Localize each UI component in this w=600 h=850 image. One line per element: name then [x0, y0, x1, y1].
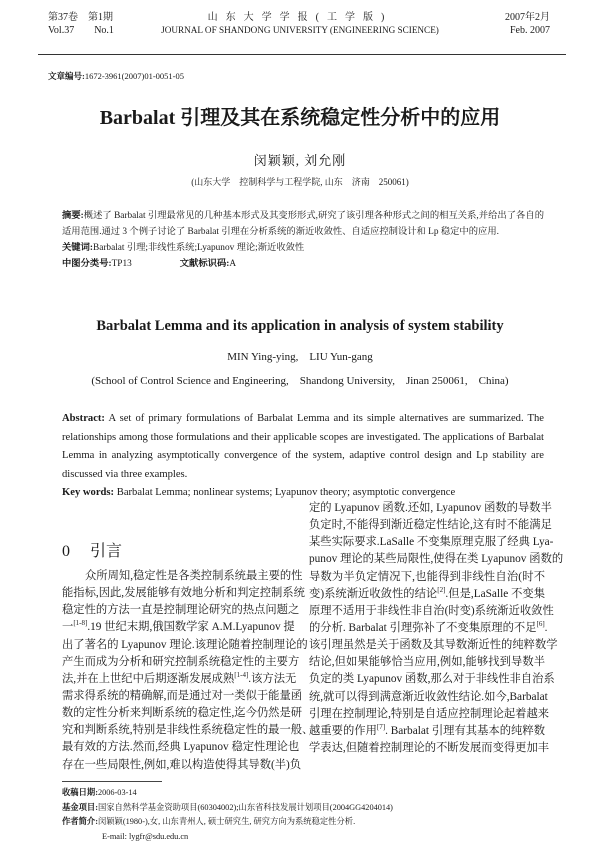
text-segment: 某些实际要求.LaSalle 不变集原理克服了经典 Lya-	[309, 536, 554, 549]
text-line	[62, 585, 305, 602]
abstract-zh: 摘要:概述了 Barbalat 引理最常见的几种基本形式及其变形形式,研究了该引理各种形式之间的相互关系,并给出了各自的适用范围.通过 3 个例子讨论了 Barbalat 引理在分析系统的渐近收敛性、自适应控制设计和 Lp 稳定中的应用. 关键词:Barbalat 引理;非线性系统;Lyapunov 理论;渐近收敛性 中图分类号:TP13 文献标识码:A	[62, 208, 544, 272]
text-segment: 结论,但如果能够恰当应用,例如,能够找到导数半	[309, 656, 545, 669]
text-line	[309, 654, 545, 671]
affiliation-zh: (山东大学 控制科学与工程学院, 山东 济南 250061)	[191, 177, 409, 187]
abstract-en: Abstract: A set of primary formulations of Barbalat Lemma and its simple alternatives are summarized. The relationships among those formulations and their applicable scopes are investigated. The applications of Barbalat Lemma in analyzing asymptotically convergence of the system, adaptive control design and Lp stability are discussed via three examples. Key words: Barbalat Lemma; nonlinear systems; Lyapunov theory; asymptotic convergence	[62, 410, 544, 503]
paper-title-zh: Barbalat 引理及其在系统稳定性分析中的应用	[99, 107, 501, 129]
text-segment: 众所周知,稳定性是各类控制系统最主要的性	[85, 570, 303, 582]
text-line	[62, 739, 300, 756]
text-segment: 变)系统渐近收敛性的结论	[309, 587, 438, 600]
citation: [1-8]	[73, 619, 88, 628]
text-line	[309, 620, 548, 637]
citation: [2]	[437, 585, 446, 594]
text-segment: 究和判断系统,特别是非线性系统稳定性的最一般、	[62, 724, 314, 737]
text-segment: 统,就可以得到满意渐近收敛性结论.如今,Barbalat	[309, 690, 548, 703]
volume-en: Vol.37 No.1	[48, 25, 114, 36]
text-line	[62, 568, 303, 585]
text-segment: .但是,LaSalle 不变集	[445, 587, 545, 600]
volume-zh: 第37卷 第1期	[48, 12, 113, 23]
text-segment: 定的 Lyapunov 函数.还如, Lyapunov 函数的导数半	[309, 502, 552, 514]
citation: [7]	[376, 723, 386, 732]
text-segment: 一	[62, 621, 74, 634]
text-line	[62, 688, 303, 705]
text-line	[62, 654, 300, 671]
text-segment: 数的定性分析来判断系统的稳定性,迄今仍然是研	[62, 707, 303, 720]
left-column	[62, 568, 314, 774]
text-line	[62, 671, 297, 688]
text-line	[309, 637, 558, 654]
classification: 中图分类号:TP13 文献标识码:A	[62, 259, 237, 269]
text-segment: .	[544, 621, 548, 634]
text-line	[309, 740, 550, 757]
text-segment: .19 世纪末期,俄国数学家 A.M.Lyapunov 提	[87, 621, 295, 634]
text-segment: 法,并在上世纪中后期逐渐发展成熟	[62, 672, 235, 685]
text-line	[309, 706, 550, 723]
journal-en: JOURNAL OF SHANDONG UNIVERSITY (ENGINEERING SCIENCE)	[161, 25, 439, 35]
text-line	[309, 671, 555, 688]
journal-zh: 山东大学学报(工学版)	[207, 12, 393, 23]
text-segment: 原理不适用于非线性非自治(时变)系统渐近收敛性	[309, 604, 554, 617]
text-line	[309, 586, 545, 603]
text-line	[309, 551, 564, 568]
author-email: E-mail: lygfr@sdu.edu.cn	[102, 831, 189, 841]
affiliation-en: (School of Control Science and Engineering, Shandong University, Jinan 250061, China)	[91, 375, 509, 387]
text-segment: 的分析. Barbalat 引理弥补了不变集原理的不足	[309, 621, 537, 634]
text-segment: 导数为半负定情况下,也能得到非线性自治(时不	[309, 570, 545, 583]
text-segment: 负定时,不能得到渐近稳定性结论,这有时不能满足	[309, 519, 552, 532]
text-segment: .该方法无	[248, 672, 297, 685]
text-line	[62, 722, 314, 739]
volume-issue	[48, 11, 114, 37]
article-number: 文章编号:1672-3961(2007)01-0051-05	[48, 71, 184, 81]
text-segment: 存在一些局限性,例如,难以构造使得其导数(半)负	[62, 758, 302, 771]
text-line	[62, 637, 308, 654]
text-segment: 最有效的方法.然而,经典 Lyapunov 稳定性理论也	[62, 741, 300, 754]
text-segment: punov 理论的某些局限性,使得在类 Lyapunov 函数的	[309, 553, 564, 566]
journal-name	[150, 11, 450, 37]
footnote-rule	[62, 781, 162, 782]
text-segment: 引理在控制理论,特别是自适应控制理论起着越来	[309, 707, 550, 720]
text-line	[309, 603, 554, 620]
text-segment: 需求得系统的精确解,而是通过对一类似于能量函	[62, 689, 303, 702]
text-segment: . Barbalat 引理有其基本的纯粹数	[385, 724, 545, 737]
text-line	[62, 602, 300, 619]
text-segment: 负定的类 Lyapunov 函数,那么对于非线性非自治系	[309, 673, 555, 686]
citation: [1-4]	[234, 671, 249, 680]
paper-title-en: Barbalat Lemma and its application in analysis of system stability	[96, 318, 504, 334]
citation: [6]	[536, 620, 545, 629]
text-line	[309, 723, 545, 740]
keywords-en: Key words: Barbalat Lemma; nonlinear systems; Lyapunov theory; asymptotic convergence	[62, 487, 456, 498]
footnotes: 收稿日期:2006-03-14 基金项目:国家自然科学基金资助项目(60304002);山东省科技发展计划项目(2004GG4204014) 作者简介:闵颖颖(1980-),女, 山东青州人, 硕士研究生, 研究方向为系统稳定性分析. E-mail: lygfr@sdu.edu.cn	[62, 786, 393, 844]
text-segment: 能指标,因此,发展能够有效地分析和判定控制系统	[62, 587, 305, 600]
text-line	[309, 689, 548, 706]
header-rule	[38, 54, 566, 55]
authors-en: MIN Ying-ying, LIU Yun-gang	[227, 351, 373, 363]
date-zh: 2007年2月	[505, 12, 550, 23]
text-segment: 稳定性的方法一直是控制理论研究的热点问题之	[62, 604, 300, 617]
text-segment: 产生而成为分析和研究控制系统稳定性的主要方	[62, 655, 300, 668]
authors-zh: 闵颖颖, 刘允刚	[253, 153, 347, 168]
issue-date	[505, 11, 550, 37]
text-line	[62, 757, 302, 774]
text-line	[309, 569, 545, 586]
section-heading: 0 引言	[62, 543, 123, 560]
text-line	[309, 500, 552, 517]
text-line	[309, 517, 552, 534]
text-line	[309, 534, 554, 551]
text-line	[62, 705, 303, 722]
keywords-zh: 关键词:Barbalat 引理;非线性系统;Lyapunov 理论;渐近收敛性	[62, 243, 305, 253]
right-column	[309, 500, 564, 757]
text-segment: 越重要的作用	[309, 724, 377, 737]
date-en: Feb. 2007	[510, 25, 550, 36]
text-line	[62, 619, 295, 636]
text-segment: 该引理虽然是关于函数及其导数渐近性的纯粹数学	[309, 639, 558, 652]
text-segment: 出了著名的 Lyapunov 理论.该理论随着控制理论的	[62, 638, 308, 651]
text-segment: 学表达,但随着控制理论的不断发展而变得更加丰	[309, 741, 550, 754]
